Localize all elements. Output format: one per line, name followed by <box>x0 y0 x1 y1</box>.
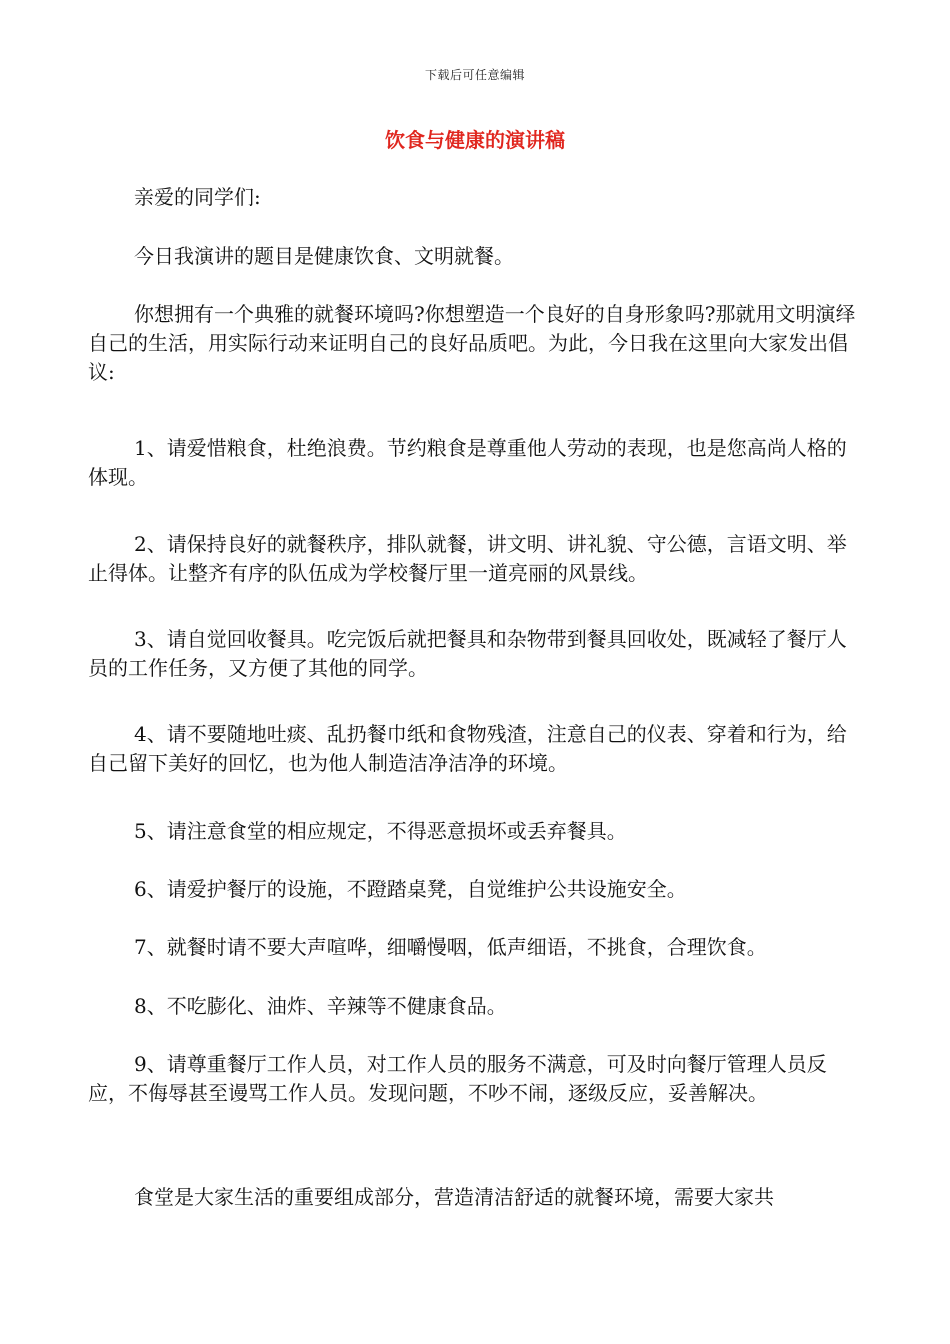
paragraph-item-2: 2、请保持良好的就餐秩序，排队就餐，讲文明、讲礼貌、守公德，言语文明、举止得体。让整齐有序的队伍成为学校餐厅里一道亮丽的风景线。 <box>88 532 847 585</box>
paragraph-item-7: 7、就餐时请不要大声喧哗，细嚼慢咽，低声细语，不挑食，合理饮食。 <box>134 935 767 959</box>
document-title: 饮食与健康的演讲稿 <box>385 128 565 152</box>
paragraph-conclusion: 食堂是大家生活的重要组成部分，营造清洁舒适的就餐环境，需要大家共 <box>134 1185 774 1209</box>
paragraph-topic: 今日我演讲的题目是健康饮食、文明就餐。 <box>134 244 514 268</box>
paragraph-item-8: 8、不吃膨化、油炸、辛辣等不健康食品。 <box>134 994 507 1018</box>
paragraph-item-6: 6、请爱护餐厅的设施，不蹬踏桌凳，自觉维护公共设施安全。 <box>134 877 687 901</box>
paragraph-item-9: 9、请尊重餐厅工作人员，对工作人员的服务不满意，可及时向餐厅管理人员反应，不侮辱甚至谩骂工作人员。发现问题，不吵不闹，逐级反应，妥善解决。 <box>88 1052 827 1105</box>
paragraph-item-4: 4、请不要随地吐痰、乱扔餐巾纸和食物残渣，注意自己的仪表、穿着和行为，给自己留下美好的回忆，也为他人制造洁净洁净的环境。 <box>88 722 847 775</box>
paragraph-greeting: 亲爱的同学们: <box>134 185 261 209</box>
paragraph-item-3: 3、请自觉回收餐具。吃完饭后就把餐具和杂物带到餐具回收处，既减轻了餐厅人员的工作任务，又方便了其他的同学。 <box>88 627 847 680</box>
paragraph-item-1: 1、请爱惜粮食，杜绝浪费。节约粮食是尊重他人劳动的表现，也是您高尚人格的体现。 <box>88 436 847 489</box>
paragraph-item-5: 5、请注意食堂的相应规定，不得恶意损坏或丢弃餐具。 <box>134 819 627 843</box>
header-note: 下载后可任意编辑 <box>424 68 525 82</box>
paragraph-intro: 你想拥有一个典雅的就餐环境吗?你想塑造一个良好的自身形象吗?那就用文明演绎自己的生活，用实际行动来证明自己的良好品质吧。为此，今日我在这里向大家发出倡议: <box>88 302 856 384</box>
